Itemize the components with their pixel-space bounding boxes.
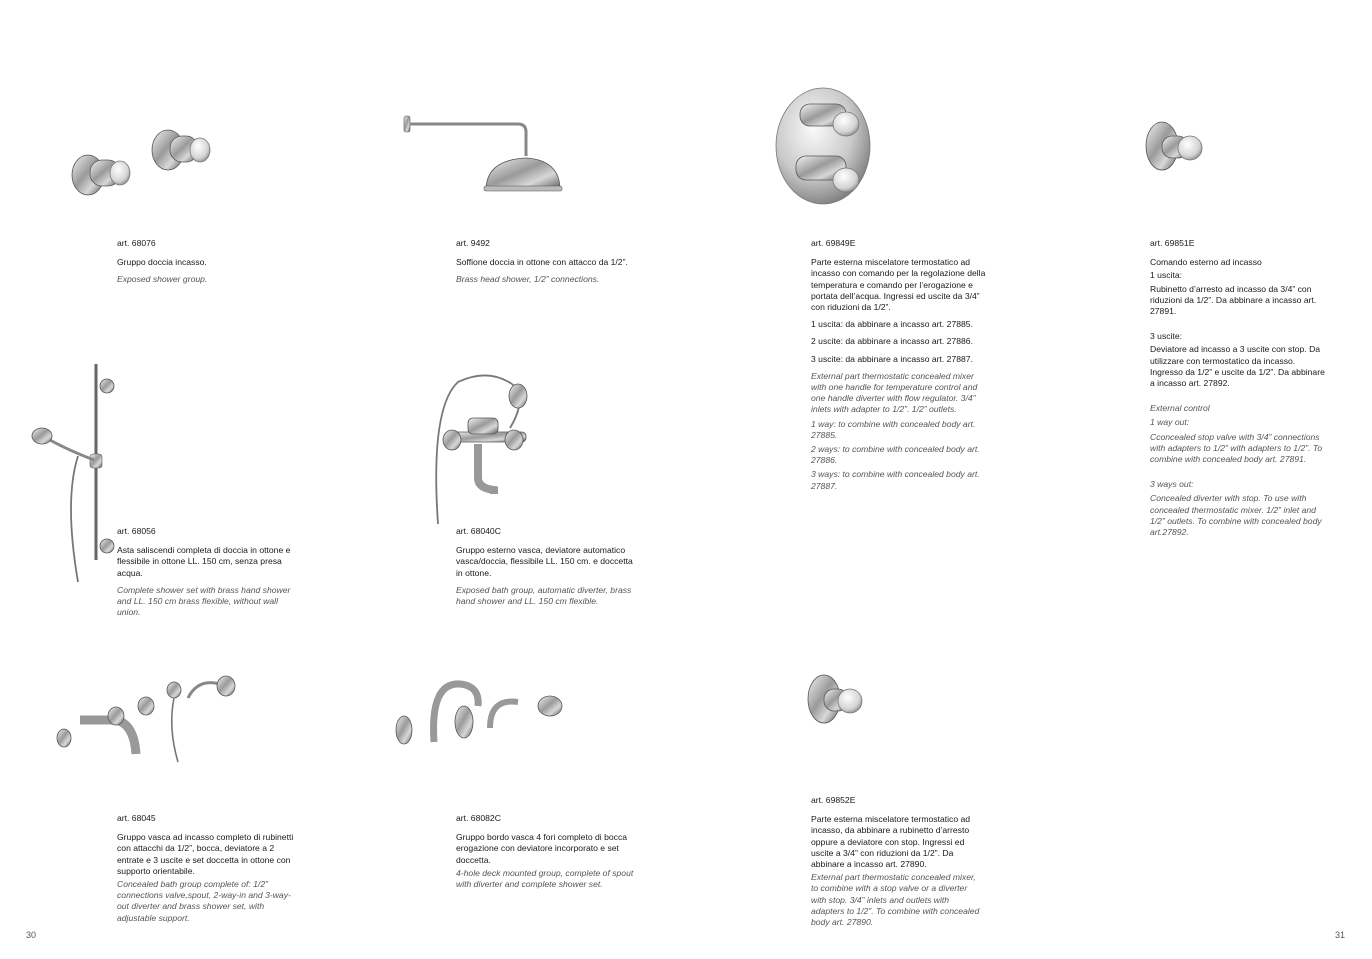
image-68076-shower-group [60, 120, 220, 200]
art-number: art. 9492 [456, 238, 490, 248]
option-3-en: Concealed diverter with stop. To use with concealed thermostatic mixer. 1/2” inlet and 1/2” outlets. To combine with concealed body art.27892. [1150, 493, 1322, 538]
description-en: Concealed bath group complete of: 1/2” connections valve,spout, 2-way-in and 3-way-out diverter and brass shower set, with adjustable support. [117, 879, 291, 923]
description-en: Complete shower set with brass hand shower and LL. 150 cm brass flexible, without wall union. [117, 584, 291, 618]
description-it: Gruppo bordo vasca 4 fori completo di bocca erogazione con deviatore incorporato e set doccetta. [456, 832, 628, 865]
image-9492-head-shower [400, 108, 570, 198]
product-69849E [811, 238, 991, 495]
description-en: External part thermostatic concealed mixer, to combine with a stop valve or a diverter with stop. 3/4” inlets and outlets with adapters to 1/2”. To combine with concealed body art. 27890. [811, 872, 980, 928]
image-69851E-external-control [1142, 118, 1212, 174]
option-3-it: Deviatore ad incasso a 3 uscite con stop. Da utilizzare con termostatico da incasso. Ingresso da 1/2” e uscite da 1/2”. Da abbinare a incasso art. 27892. [1150, 344, 1325, 389]
product-68056 [117, 526, 299, 621]
heading-3-en: 3 ways out: [1150, 479, 1194, 490]
art-number: art. 68082C [456, 813, 501, 823]
art-number: art. 69849E [811, 238, 856, 248]
description-en: Exposed bath group, automatic diverter, brass hand shower and LL. 150 cm flexible. [456, 584, 632, 607]
art-number: art. 68040C [456, 526, 501, 536]
heading-1-it: 1 uscita: [1150, 270, 1183, 281]
image-69852E-thermostatic-mixer [804, 672, 870, 726]
heading-1-en: 1 way out: [1150, 417, 1190, 428]
description-it: Gruppo vasca ad incasso completo di rubinetti con attacchi da 1/2”, bocca, deviatore a 2 entrate e 3 uscite e set doccetta in ottone con supporto orientabile. [117, 832, 294, 876]
product-9492 [456, 238, 634, 289]
image-68082C-deck-mounted-group [390, 672, 570, 752]
option-1-en: 1 way: to combine with concealed body art. 27885. [811, 418, 976, 440]
page-number-right: 31 [1335, 930, 1346, 940]
art-number: art. 68076 [117, 238, 156, 248]
description-it: Asta saliscendi completa di doccia in ottone e flessibile in ottone LL. 150 cm, senza presa acqua. [117, 545, 291, 578]
option-2-en: 2 ways: to combine with concealed body art. 27886. [811, 444, 980, 466]
description-it: Comando esterno ad incasso [1150, 257, 1262, 268]
product-68045 [117, 813, 297, 927]
option-1-it: Rubinetto d’arresto ad incasso da 3/4” con riduzioni da 1/2”. Da abbinare a incasso art. 27891. [1150, 283, 1317, 317]
option-1-en: Cconcealed stop valve with 3/4” connections with adapters to 1/2” with adapters to 1/2”. To combine with concealed body art. 27891. [1150, 431, 1323, 465]
product-69851E [1150, 238, 1330, 541]
description-en: Brass head shower, 1/2” connections. [456, 274, 600, 285]
description-en: External part thermostatic concealed mixer with one handle for temperature control and one handle diverter with flow regulator. 3/4” inlets with adapter to 1/2”. 1/2” outlets. [811, 370, 978, 415]
image-68040C-bath-group [428, 368, 538, 528]
image-69849E-thermostatic-mixer [772, 86, 882, 208]
art-number: art. 69851E [1150, 238, 1195, 248]
description-en: Exposed shower group. [117, 274, 208, 285]
art-number: art. 69852E [811, 795, 856, 805]
image-68056-shower-riser [28, 360, 123, 585]
page-number-left: 30 [26, 930, 37, 940]
product-69852E [811, 795, 983, 931]
description-it: Parte esterna miscelatore termostatico ad incasso con comando per la regolazione della temperatura e comando per l’erogazione e portata dell’acqua. Ingressi ed uscite da 3/4” con riduzioni da 1/2”. [811, 257, 986, 313]
art-number: art. 68056 [117, 526, 156, 536]
option-3-en: 3 ways: to combine with concealed body art. 27887. [811, 469, 980, 491]
product-68040C [456, 526, 634, 610]
description-it: Gruppo esterno vasca, deviatore automatico vasca/doccia, flessibile LL. 150 cm. e doccetta in ottone. [456, 545, 633, 578]
heading-3-it: 3 uscite: [1150, 331, 1183, 342]
description-it: Gruppo doccia incasso. [117, 257, 207, 268]
product-68076 [117, 238, 317, 289]
description-en: External control [1150, 403, 1210, 414]
description-it: Soffione doccia in ottone con attacco da 1/2”. [456, 257, 628, 268]
art-number: art. 68045 [117, 813, 156, 823]
option-3-it: 3 uscite: da abbinare a incasso art. 27887. [811, 353, 973, 364]
image-68045-concealed-bath-group [48, 668, 238, 764]
option-1-it: 1 uscita: da abbinare a incasso art. 27885. [811, 319, 973, 330]
option-2-it: 2 uscite: da abbinare a incasso art. 27886. [811, 336, 973, 347]
product-68082C [456, 813, 636, 893]
description-en: 4-hole deck mounted group, complete of spout with diverter and complete shower set. [456, 867, 634, 890]
description-it: Parte esterna miscelatore termostatico ad incasso, da abbinare a rubinetto d’arresto oppure a deviatore con stop. Ingressi ed uscite a 3/4” con riduzioni da 1/2”. Da abbinare a incasso art. 27890. [811, 814, 971, 870]
